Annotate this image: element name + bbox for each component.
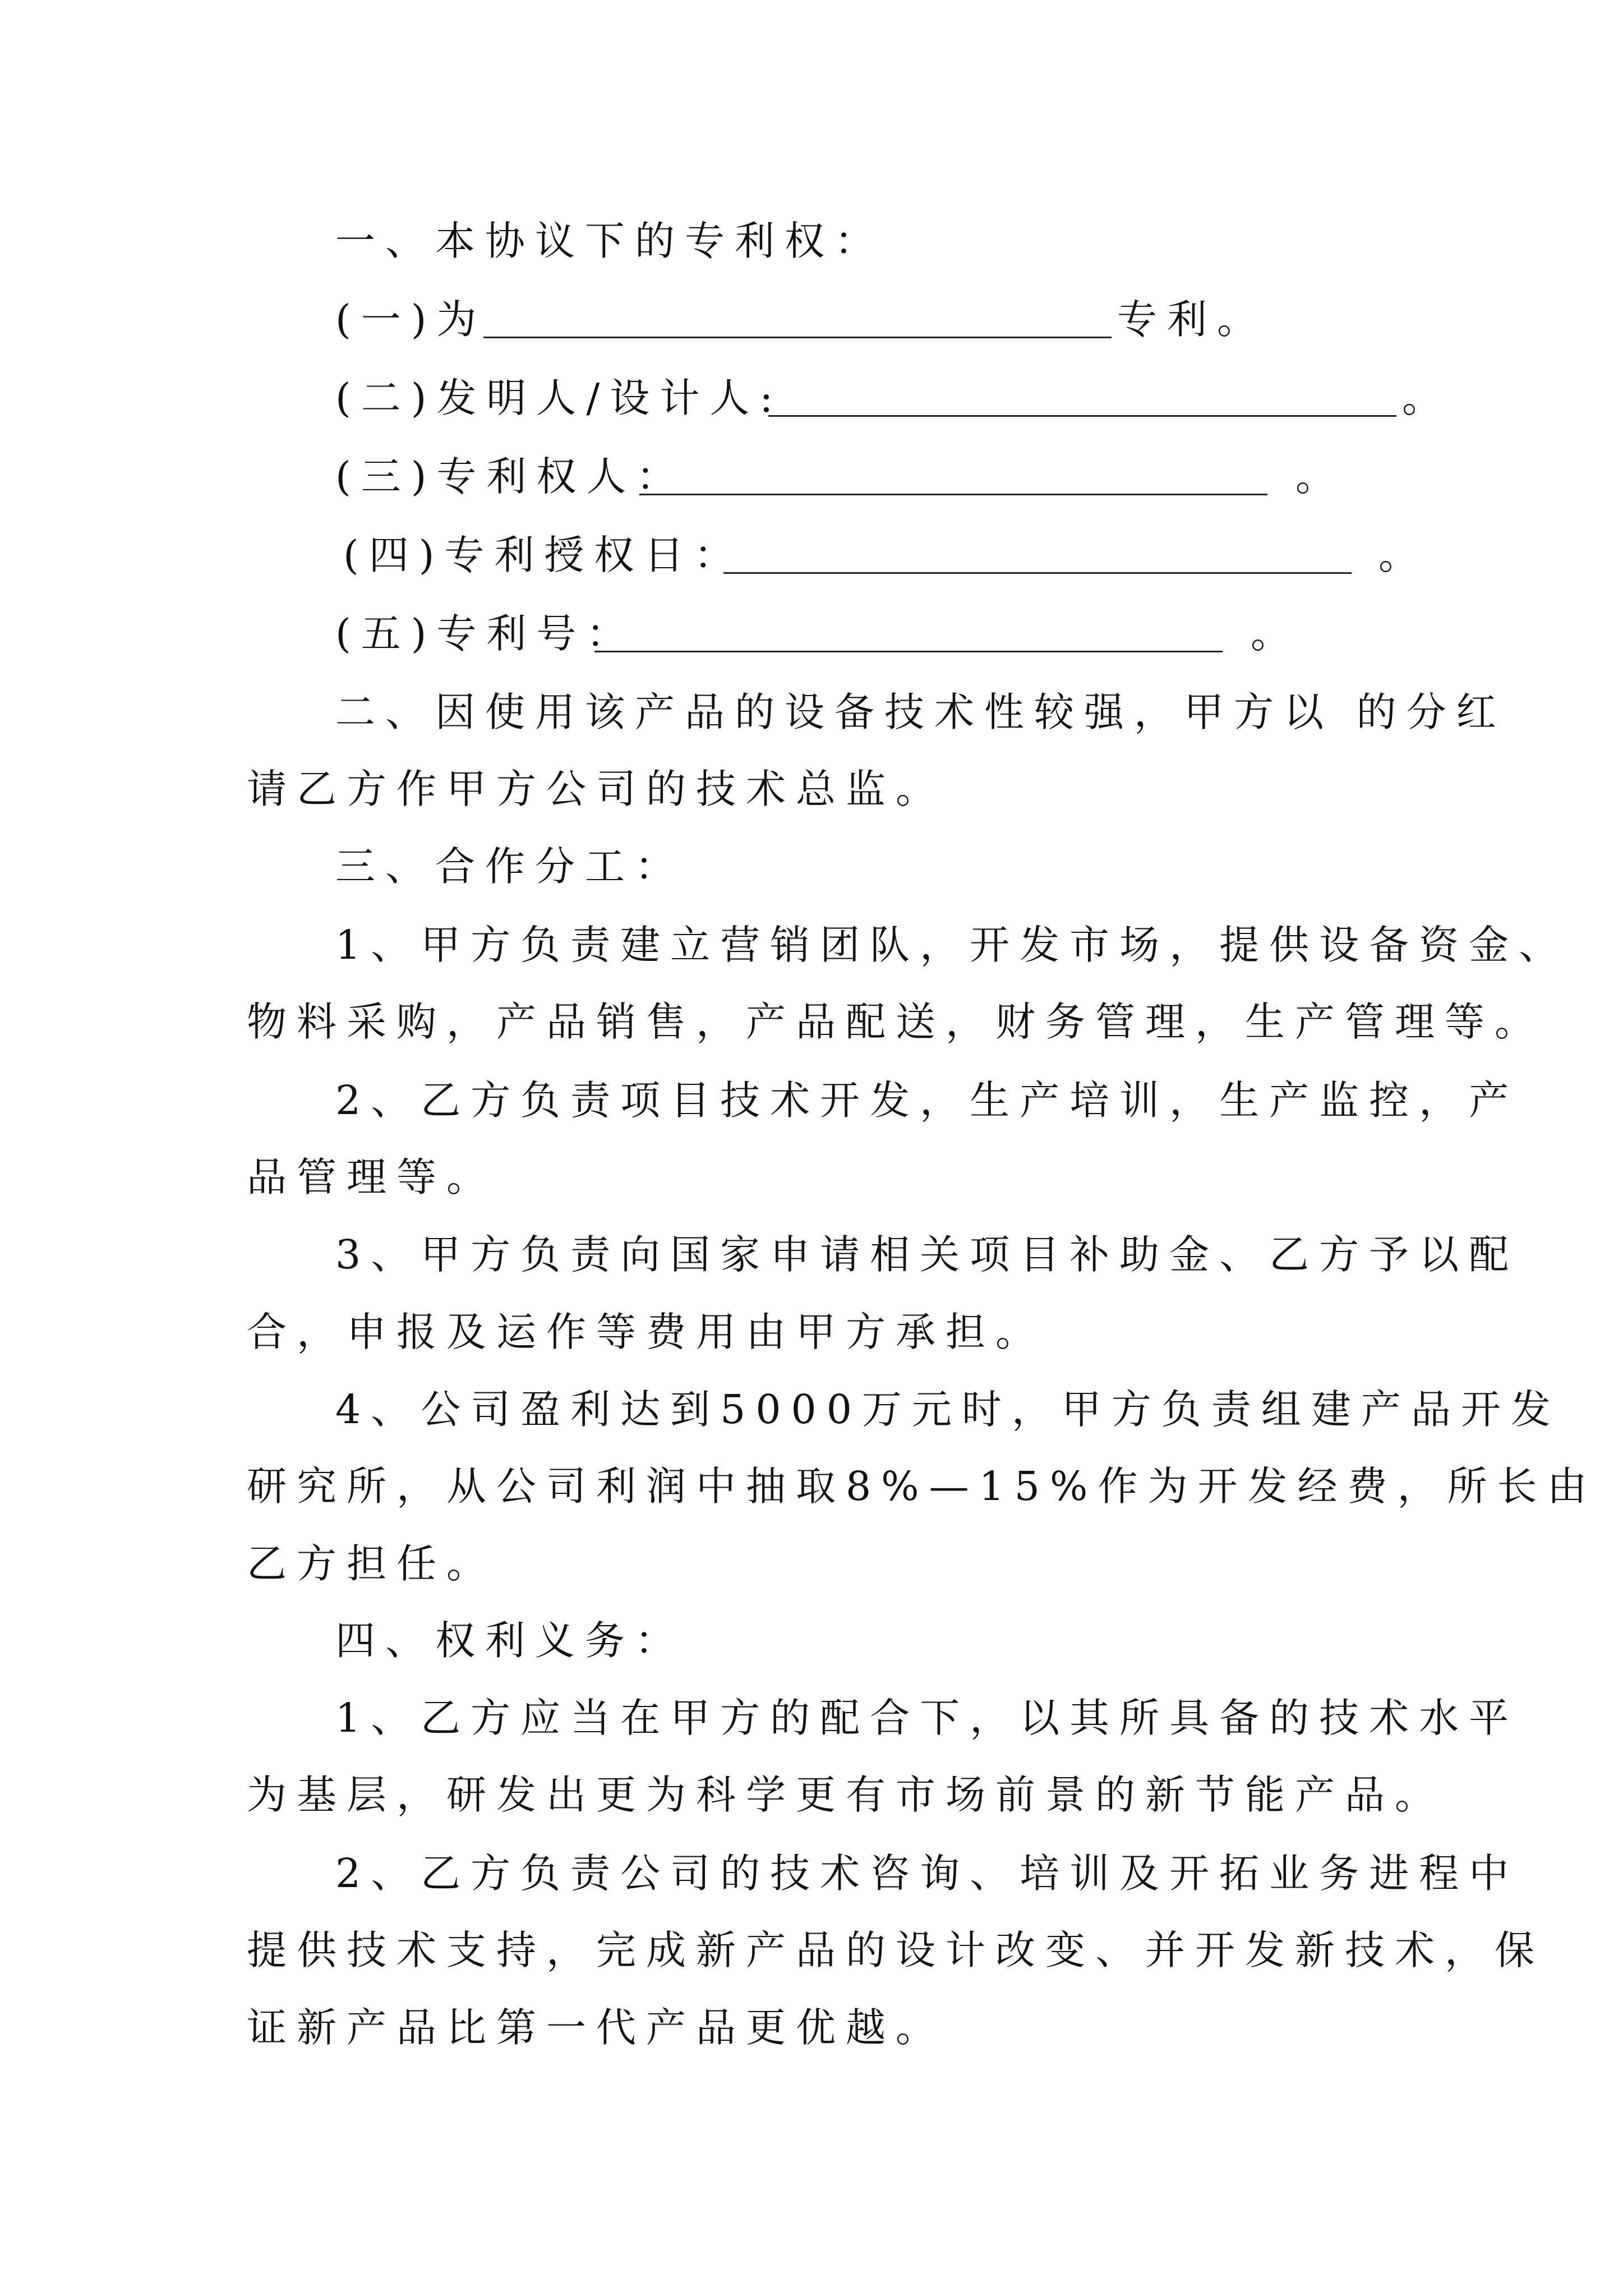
section3-p2-line2: 品管理等。 bbox=[247, 1154, 497, 1200]
section3-p1-line1: 1、甲方负责建立营销团队，开发市场，提供设备资金、 bbox=[335, 922, 1569, 968]
item5-prefix: (五)专利号： bbox=[335, 610, 637, 657]
section2-line2: 请乙方作甲方公司的技术总监。 bbox=[247, 766, 946, 812]
item3-blank-underline bbox=[639, 494, 1267, 495]
item4-suffix: 。 bbox=[1378, 532, 1429, 578]
item5-blank-underline bbox=[594, 651, 1223, 652]
section4-p1-line1: 1、乙方应当在甲方的配合下，以其所具备的技术水平 bbox=[335, 1695, 1519, 1741]
section3-p1-line2: 物料采购，产品销售，产品配送，财务管理，生产管理等。 bbox=[247, 999, 1545, 1045]
item2-blank-underline bbox=[768, 415, 1396, 417]
item4-prefix: (四)专利授权日： bbox=[343, 532, 744, 578]
section4-heading: 四、权利义务： bbox=[335, 1617, 685, 1664]
section3-heading: 三、合作分工： bbox=[335, 843, 685, 890]
item1-blank-underline bbox=[483, 337, 1112, 338]
section1-heading: 一、本协议下的专利权： bbox=[335, 218, 885, 264]
item4-blank-underline bbox=[723, 572, 1352, 574]
item1-suffix: 专利。 bbox=[1117, 296, 1267, 343]
section3-p4-line3: 乙方担任。 bbox=[247, 1540, 497, 1587]
section4-p2-line3: 证新产品比第一代产品更优越。 bbox=[247, 2004, 946, 2051]
item2-suffix: 。 bbox=[1402, 375, 1453, 421]
item3-suffix: 。 bbox=[1295, 453, 1346, 500]
section4-p2-line2: 提供技术支持，完成新产品的设计改变、并开发新技术，保 bbox=[247, 1927, 1545, 1973]
section2-line1: 二、因使用该产品的设备技术性较强，甲方以 的分红 bbox=[335, 689, 1506, 735]
item5-suffix: 。 bbox=[1251, 610, 1301, 657]
section4-p1-line2: 为基层，研发出更为科学更有市场前景的新节能产品。 bbox=[247, 1772, 1445, 1818]
section4-p2-line1: 2、乙方负责公司的技术咨询、培训及开拓业务进程中 bbox=[335, 1850, 1519, 1897]
section3-p3-line2: 合，申报及运作等费用由甲方承担。 bbox=[247, 1309, 1046, 1355]
section3-p4-line2: 研究所，从公司利润中抽取8%—15%作为开发经费，所长由 bbox=[247, 1463, 1597, 1510]
item3-prefix: (三)专利权人： bbox=[335, 453, 686, 500]
section3-p3-line1: 3、甲方负责向国家申请相关项目补助金、乙方予以配 bbox=[335, 1231, 1519, 1278]
section3-p4-line1: 4、公司盈利达到5000万元时，甲方负责组建产品开发 bbox=[335, 1386, 1561, 1433]
item1-prefix: (一)为 bbox=[335, 296, 487, 343]
section3-p2-line1: 2、乙方负责项目技术开发，生产培训，生产监控，产 bbox=[335, 1077, 1519, 1124]
item2-prefix: (二)发明人/设计人: bbox=[335, 375, 783, 421]
